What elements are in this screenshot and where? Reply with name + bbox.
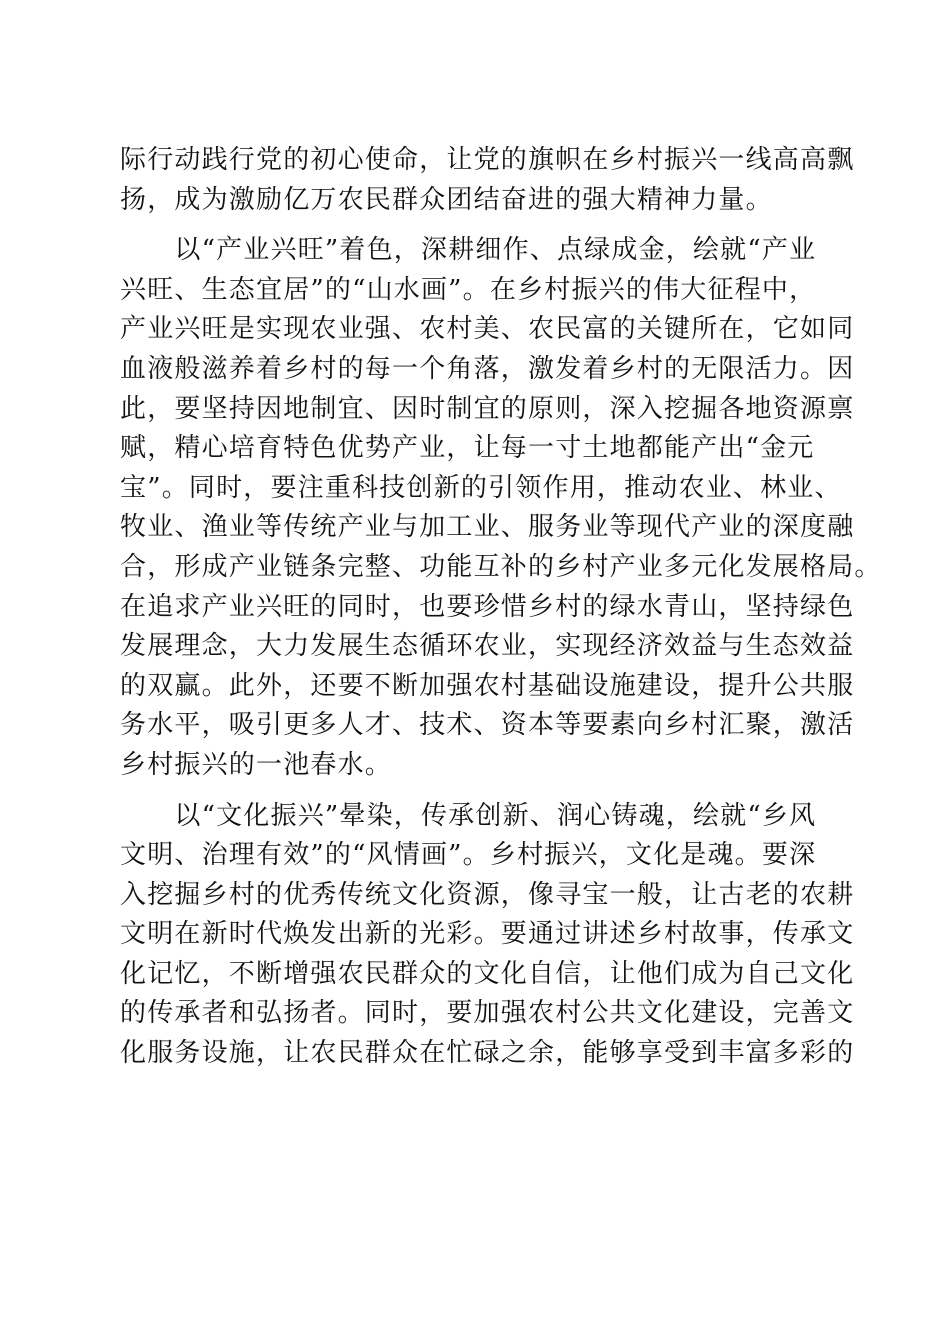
text-line: 化服务设施，让农民群众在忙碌之余，能够享受到丰富多彩的 — [120, 1038, 855, 1069]
text-line: 扬，成为激励亿万农民群众团结奋进的强大精神力量。 — [120, 184, 773, 215]
text-line: 赋，精心培育特色优势产业，让每一寸土地都能产出“金元 — [120, 433, 815, 464]
text-line: 入挖掘乡村的优秀传统文化资源，像寻宝一般，让古老的农耕 — [120, 879, 855, 910]
text-line: 文明、治理有效”的“风情画”。乡村振兴，文化是魂。要深 — [120, 840, 817, 871]
text-line: 的传承者和弘扬者。同时，要加强农村公共文化建设，完善文 — [120, 998, 855, 1029]
text-line: 务水平，吸引更多人才、技术、资本等要素向乡村汇聚，激活 — [120, 710, 855, 741]
body-text — [120, 141, 882, 1074]
text-line: 兴旺、生态宜居”的“山水画”。在乡村振兴的伟大征程中， — [120, 274, 817, 305]
text-line: 在追求产业兴旺的同时，也要珍惜乡村的绿水青山，坚持绿色 — [120, 591, 855, 622]
text-line: 宝”。同时，要注重科技创新的引领作用，推动农业、林业、 — [120, 472, 842, 503]
text-line: 产业兴旺是实现农业强、农村美、农民富的关键所在，它如同 — [120, 314, 855, 345]
text-line: 此，要坚持因地制宜、因时制宜的原则，深入挖掘各地资源禀 — [120, 393, 855, 424]
text-line: 际行动践行党的初心使命，让党的旗帜在乡村振兴一线高高飘 — [120, 145, 855, 175]
text-line: 的双赢。此外，还要不断加强农村基础设施建设，提升公共服 — [120, 670, 855, 701]
text-line: 牧业、渔业等传统产业与加工业、服务业等现代产业的深度融 — [120, 512, 855, 543]
text-line: 血液般滋养着乡村的每一个角落，激发着乡村的无限活力。因 — [120, 353, 855, 384]
paragraph-start-line: 以“文化振兴”晕染，传承创新、润心铸魂，绘就“乡风 — [120, 800, 817, 831]
text-line: 发展理念，大力发展生态循环农业，实现经济效益与生态效益 — [120, 631, 855, 662]
text-line: 文明在新时代焕发出新的光彩。要通过讲述乡村故事，传承文 — [120, 919, 855, 950]
text-line: 化记忆，不断增强农民群众的文化自信，让他们成为自己文化 — [120, 958, 855, 989]
text-line: 合，形成产业链条完整、功能互补的乡村产业多元化发展格局。 — [120, 551, 882, 582]
text-line: 乡村振兴的一池春水。 — [120, 749, 393, 780]
paragraph-start-line: 以“产业兴旺”着色，深耕细作、点绿成金，绘就“产业 — [120, 235, 817, 266]
